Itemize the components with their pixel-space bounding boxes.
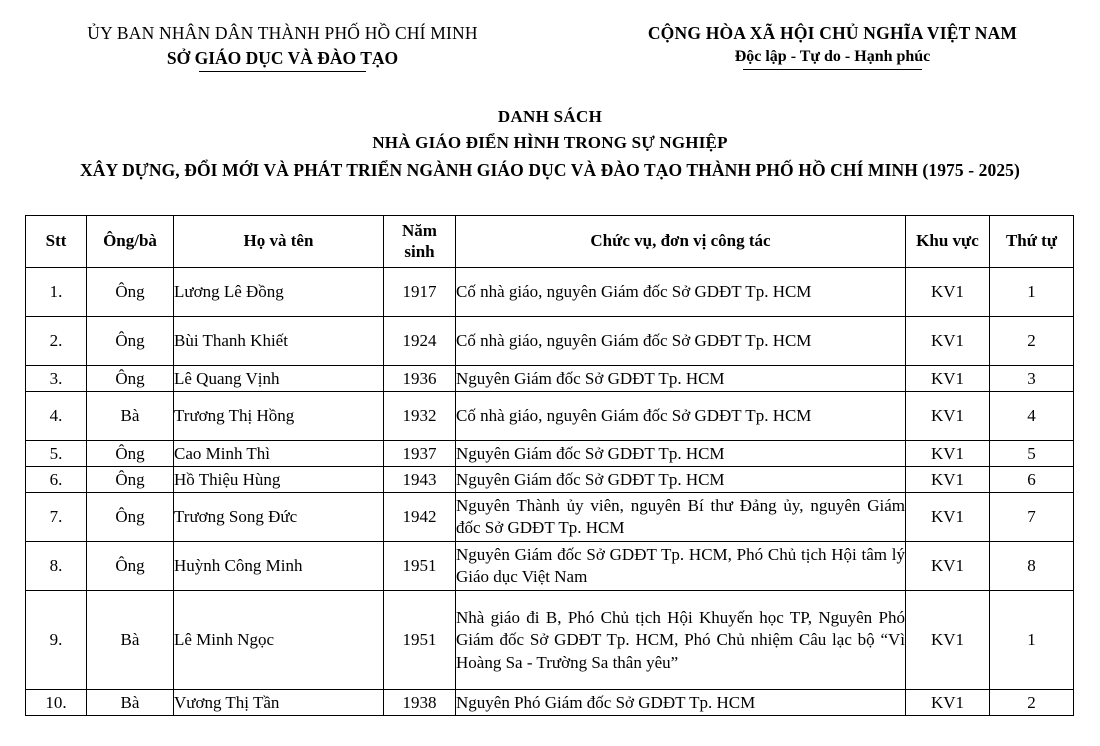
row-cell-name: Bùi Thanh Khiết	[174, 317, 384, 366]
roster-table	[25, 215, 1074, 716]
row-cell-name: Trương Song Đức	[174, 493, 384, 542]
column-header-year: Năm sinh	[384, 216, 456, 268]
column-header-title: Ông/bà	[87, 216, 174, 268]
row-cell-name: Lê Minh Ngọc	[174, 591, 384, 690]
row-cell-stt: 10.	[26, 690, 87, 716]
row-cell-year: 1937	[384, 441, 456, 467]
row-cell-stt: 7.	[26, 493, 87, 542]
table-row	[26, 392, 1074, 441]
row-cell-order: 8	[990, 542, 1074, 591]
table-row	[26, 690, 1074, 716]
row-cell-position: Nguyên Giám đốc Sở GDĐT Tp. HCM	[456, 366, 906, 392]
document-title-block	[0, 104, 1100, 184]
roster-table-container	[25, 215, 1074, 716]
table-row	[26, 542, 1074, 591]
row-cell-position: Nguyên Phó Giám đốc Sở GDĐT Tp. HCM	[456, 690, 906, 716]
row-cell-title: Ông	[87, 467, 174, 493]
row-cell-year: 1951	[384, 542, 456, 591]
row-cell-title: Ông	[87, 366, 174, 392]
row-cell-stt: 8.	[26, 542, 87, 591]
table-row	[26, 317, 1074, 366]
national-title: CỘNG HÒA XÃ HỘI CHỦ NGHĨA VIỆT NAM	[647, 23, 1018, 43]
row-cell-zone: KV1	[906, 493, 990, 542]
row-cell-zone: KV1	[906, 268, 990, 317]
row-cell-year: 1932	[384, 392, 456, 441]
row-cell-order: 3	[990, 366, 1074, 392]
row-cell-year: 1917	[384, 268, 456, 317]
row-cell-name: Huỳnh Công Minh	[174, 542, 384, 591]
row-cell-zone: KV1	[906, 591, 990, 690]
document-title-line1: DANH SÁCH	[497, 107, 603, 127]
row-cell-zone: KV1	[906, 366, 990, 392]
table-row	[26, 268, 1074, 317]
row-cell-order: 7	[990, 493, 1074, 542]
row-cell-zone: KV1	[906, 441, 990, 467]
column-header-position: Chức vụ, đơn vị công tác	[456, 216, 906, 268]
row-cell-position: Nguyên Giám đốc Sở GDĐT Tp. HCM	[456, 441, 906, 467]
row-cell-position: Nhà giáo đi B, Phó Chủ tịch Hội Khuyến học TP, Nguyên Phó Giám đốc Sở GDĐT Tp. HCM, Phó Chủ nhiệm Câu lạc bộ “Vì Hoàng Sa - Trường Sa thân yêu”	[456, 591, 906, 690]
row-cell-stt: 9.	[26, 591, 87, 690]
row-cell-position: Nguyên Giám đốc Sở GDĐT Tp. HCM, Phó Chủ tịch Hội tâm lý Giáo dục Việt Nam	[456, 542, 906, 591]
column-header-order: Thứ tự	[990, 216, 1074, 268]
row-cell-position: Cố nhà giáo, nguyên Giám đốc Sở GDĐT Tp. HCM	[456, 392, 906, 441]
letterhead	[0, 0, 1100, 70]
row-cell-year: 1938	[384, 690, 456, 716]
row-cell-stt: 1.	[26, 268, 87, 317]
row-cell-stt: 5.	[26, 441, 87, 467]
row-cell-title: Bà	[87, 690, 174, 716]
row-cell-title: Ông	[87, 493, 174, 542]
row-cell-title: Ông	[87, 441, 174, 467]
row-cell-zone: KV1	[906, 690, 990, 716]
row-cell-year: 1942	[384, 493, 456, 542]
roster-table-head	[26, 216, 1074, 268]
row-cell-order: 2	[990, 690, 1074, 716]
row-cell-stt: 4.	[26, 392, 87, 441]
row-cell-name: Vương Thị Tần	[174, 690, 384, 716]
table-row	[26, 366, 1074, 392]
row-cell-title: Ông	[87, 268, 174, 317]
row-cell-zone: KV1	[906, 542, 990, 591]
letterhead-issuing-authority	[0, 22, 565, 70]
row-cell-title: Bà	[87, 591, 174, 690]
row-cell-position: Cố nhà giáo, nguyên Giám đốc Sở GDĐT Tp. HCM	[456, 317, 906, 366]
issuing-authority-line1: ỦY BAN NHÂN DÂN THÀNH PHỐ HỒ CHÍ MINH	[87, 23, 478, 43]
row-cell-name: Lương Lê Đồng	[174, 268, 384, 317]
row-cell-order: 2	[990, 317, 1074, 366]
row-cell-zone: KV1	[906, 317, 990, 366]
row-cell-name: Cao Minh Thì	[174, 441, 384, 467]
roster-table-body	[26, 268, 1074, 716]
row-cell-position: Nguyên Thành ủy viên, nguyên Bí thư Đảng ủy, nguyên Giám đốc Sở GDĐT Tp. HCM	[456, 493, 906, 542]
table-row	[26, 467, 1074, 493]
row-cell-order: 4	[990, 392, 1074, 441]
row-cell-position: Nguyên Giám đốc Sở GDĐT Tp. HCM	[456, 467, 906, 493]
letterhead-national-motto	[565, 22, 1100, 70]
column-header-stt: Stt	[26, 216, 87, 268]
row-cell-name: Lê Quang Vịnh	[174, 366, 384, 392]
table-row	[26, 441, 1074, 467]
national-motto: Độc lập - Tự do - Hạnh phúc	[565, 46, 1100, 68]
row-cell-title: Bà	[87, 392, 174, 441]
row-cell-name: Trương Thị Hồng	[174, 392, 384, 441]
row-cell-order: 1	[990, 268, 1074, 317]
document-title-line2: NHÀ GIÁO ĐIỂN HÌNH TRONG SỰ NGHIỆP	[372, 133, 728, 153]
table-header-row	[26, 216, 1074, 268]
row-cell-order: 6	[990, 467, 1074, 493]
document-title-line3: XÂY DỰNG, ĐỔI MỚI VÀ PHÁT TRIỂN NGÀNH GIÁO DỤC VÀ ĐÀO TẠO THÀNH PHỐ HỒ CHÍ MINH (1975 - 2025)	[80, 159, 1020, 180]
row-cell-year: 1951	[384, 591, 456, 690]
table-row	[26, 493, 1074, 542]
row-cell-year: 1936	[384, 366, 456, 392]
row-cell-title: Ông	[87, 317, 174, 366]
row-cell-zone: KV1	[906, 392, 990, 441]
row-cell-year: 1943	[384, 467, 456, 493]
row-cell-stt: 6.	[26, 467, 87, 493]
row-cell-zone: KV1	[906, 467, 990, 493]
row-cell-title: Ông	[87, 542, 174, 591]
issuing-authority-line2: SỞ GIÁO DỤC VÀ ĐÀO TẠO	[0, 46, 565, 71]
row-cell-stt: 2.	[26, 317, 87, 366]
table-row	[26, 591, 1074, 690]
column-header-name: Họ và tên	[174, 216, 384, 268]
row-cell-year: 1924	[384, 317, 456, 366]
row-cell-position: Cố nhà giáo, nguyên Giám đốc Sở GDĐT Tp. HCM	[456, 268, 906, 317]
column-header-zone: Khu vực	[906, 216, 990, 268]
row-cell-stt: 3.	[26, 366, 87, 392]
row-cell-name: Hồ Thiệu Hùng	[174, 467, 384, 493]
row-cell-order: 5	[990, 441, 1074, 467]
row-cell-order: 1	[990, 591, 1074, 690]
